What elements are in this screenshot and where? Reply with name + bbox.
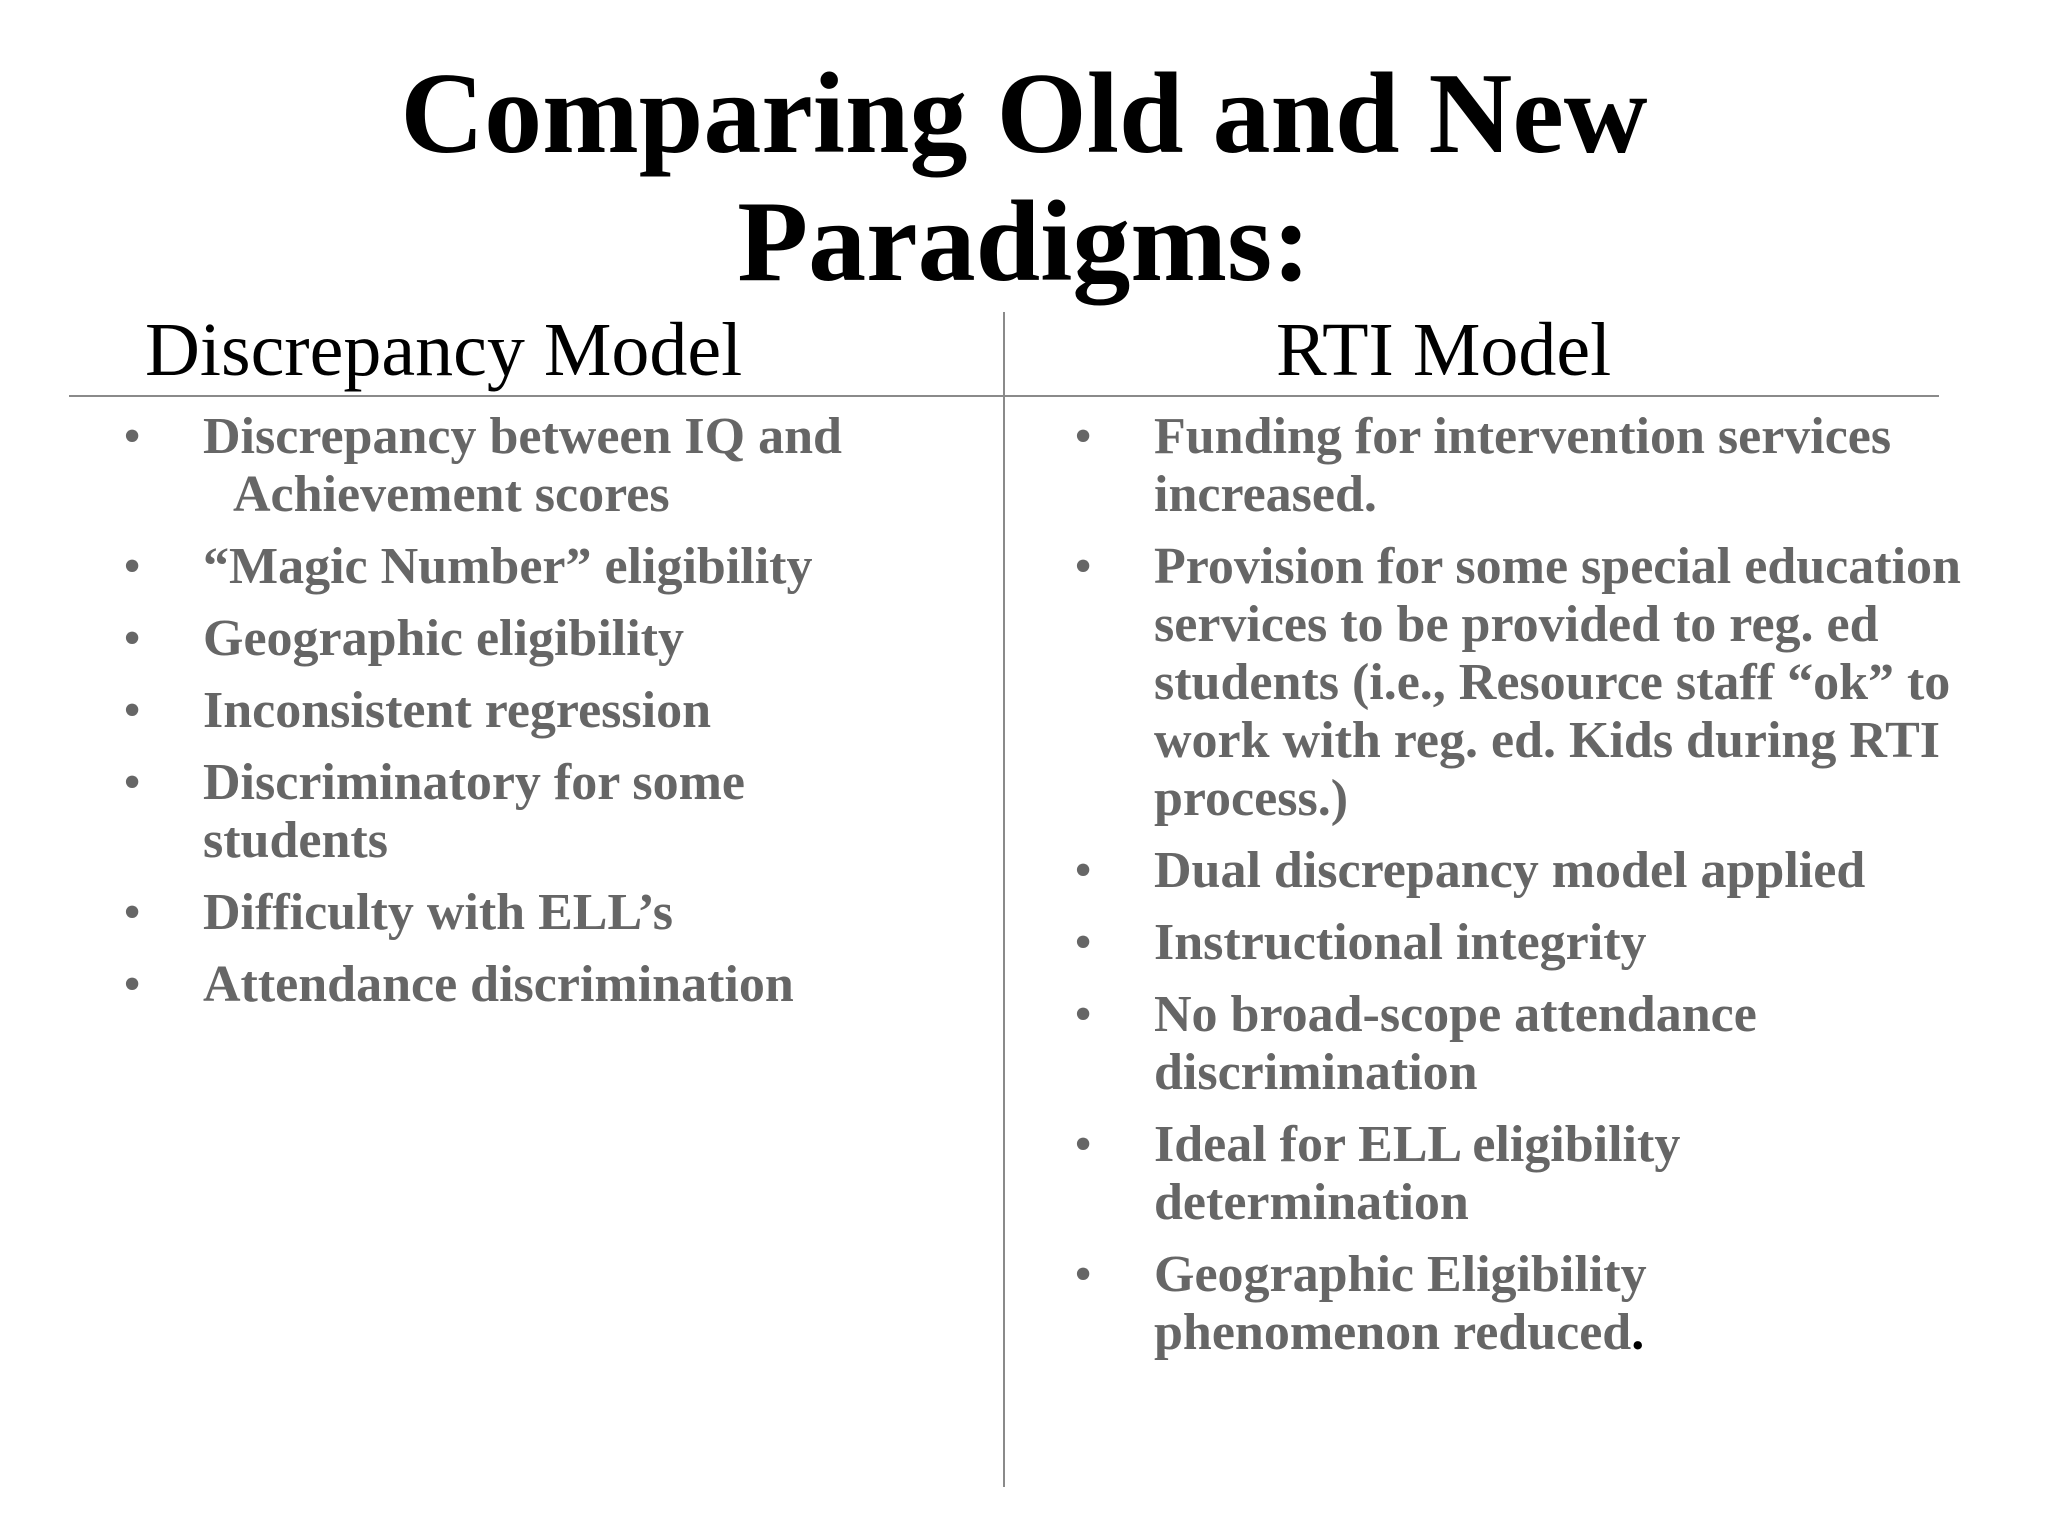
list-item bbox=[123, 754, 823, 870]
list-item-text: Ideal for ELL eligibility determination bbox=[1154, 1116, 1681, 1231]
list-item bbox=[123, 884, 983, 942]
list-item bbox=[1074, 1246, 1934, 1362]
list-item-text-period: . bbox=[1631, 1304, 1645, 1361]
bullet-icon: • bbox=[123, 408, 142, 465]
bullet-icon: • bbox=[1074, 842, 1093, 899]
slide-title-line-2: Paradigms: bbox=[737, 178, 1311, 306]
list-item-text: Discrepancy between IQ and bbox=[203, 408, 842, 465]
list-item-text: Discriminatory for some students bbox=[203, 754, 746, 869]
slide-title bbox=[0, 50, 2048, 306]
list-item bbox=[123, 610, 983, 668]
list-item bbox=[1074, 986, 1934, 1102]
list-item bbox=[1074, 914, 2014, 972]
list-item bbox=[1074, 1116, 1934, 1232]
list-item-text-continued: Achievement scores bbox=[233, 466, 670, 523]
bullet-icon: • bbox=[1074, 1246, 1093, 1303]
bullet-icon: • bbox=[123, 610, 142, 667]
list-item bbox=[123, 956, 983, 1014]
bullet-icon: • bbox=[1074, 986, 1093, 1043]
right-column-heading: RTI Model bbox=[1276, 308, 1612, 392]
list-item-text: Dual discrepancy model applied bbox=[1154, 842, 1866, 899]
list-item-text-main: Geographic Eligibility phenomenon reduced bbox=[1154, 1246, 1647, 1361]
list-item-text: Provision for some special education services to be provided to reg. ed students (i.e., Resource staff “ok” to work with reg. ed. Kids during RTI process.) bbox=[1154, 538, 1961, 827]
list-item-text: Attendance discrimination bbox=[203, 956, 794, 1013]
rti-model-list bbox=[1074, 408, 2014, 1376]
bullet-icon: • bbox=[123, 884, 142, 941]
list-item bbox=[123, 682, 983, 740]
list-item-text: Funding for intervention services increased. bbox=[1154, 408, 1892, 523]
list-item-text: Geographic eligibility bbox=[203, 610, 684, 667]
discrepancy-model-list bbox=[123, 408, 983, 1028]
bullet-icon: • bbox=[1074, 1116, 1093, 1173]
bullet-icon: • bbox=[123, 538, 142, 595]
list-item bbox=[123, 408, 983, 524]
bullet-icon: • bbox=[1074, 914, 1093, 971]
bullet-icon: • bbox=[123, 956, 142, 1013]
bullet-icon: • bbox=[1074, 408, 1093, 465]
list-item bbox=[123, 538, 983, 596]
list-item-text: Difficulty with ELL’s bbox=[203, 884, 673, 941]
list-item bbox=[1074, 538, 2014, 828]
list-item-text: Inconsistent regression bbox=[203, 682, 711, 739]
vertical-divider bbox=[1003, 312, 1005, 1487]
list-item bbox=[1074, 842, 2014, 900]
list-item-text bbox=[1154, 1246, 1934, 1362]
list-item-text: No broad-scope attendance discrimination bbox=[1154, 986, 1757, 1101]
left-column-heading: Discrepancy Model bbox=[145, 308, 743, 392]
bullet-icon: • bbox=[1074, 538, 1093, 595]
list-item-text: Instructional integrity bbox=[1154, 914, 1647, 971]
list-item-text: “Magic Number” eligibility bbox=[203, 538, 813, 595]
bullet-icon: • bbox=[123, 682, 142, 739]
slide-title-line-1: Comparing Old and New bbox=[400, 50, 1648, 178]
list-item bbox=[1074, 408, 2014, 524]
bullet-icon: • bbox=[123, 754, 142, 811]
